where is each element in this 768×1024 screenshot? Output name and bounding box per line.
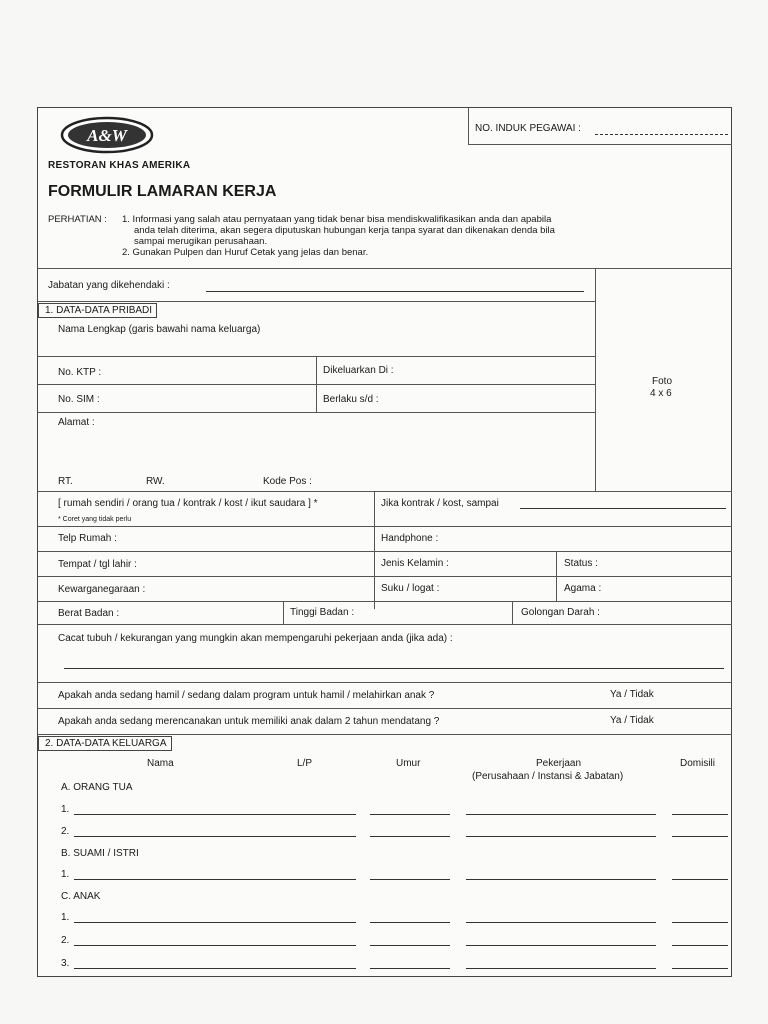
pregnancy-answer[interactable]: Ya / Tidak	[610, 689, 654, 700]
employee-no-field[interactable]	[595, 134, 728, 135]
family-name-field[interactable]	[74, 879, 278, 880]
issued-at-label: Dikeluarkan Di :	[323, 365, 394, 376]
notice-1: 1. Informasi yang salah atau pernyataan yang tidak benar bisa mendiskwalifikasikan anda dan apabila	[122, 214, 552, 225]
rent-until-label: Jika kontrak / kost, sampai	[381, 498, 499, 509]
disability-label: Cacat tubuh / kekurangan yang mungkin akan mempengaruhi pekerjaan anda (jika ada) :	[58, 633, 453, 644]
religion-label: Agama :	[564, 583, 602, 594]
family-age-field[interactable]	[370, 945, 450, 946]
family-age-field[interactable]	[370, 836, 450, 837]
family-domicile-field[interactable]	[672, 836, 728, 837]
section-family-data: 2. DATA-DATA KELUARGA	[38, 736, 172, 751]
address-label: Alamat :	[58, 417, 95, 428]
row-label: 2.	[61, 935, 70, 946]
ktp-label: No. KTP :	[58, 367, 102, 378]
col-occupation-sub: (Perusahaan / Instansi & Jabatan)	[472, 771, 624, 782]
notice-1-cont: anda telah diterima, akan segera diputuskan hubungan kerja tanpa syarat dan dikenakan denda bila	[134, 225, 555, 236]
employee-no-label: NO. INDUK PEGAWAI :	[475, 123, 581, 134]
notice-2: 2. Gunakan Pulpen dan Huruf Cetak yang jelas dan benar.	[122, 247, 369, 258]
row-label: 2.	[61, 826, 70, 837]
family-occupation-field[interactable]	[466, 945, 656, 946]
family-occupation-field[interactable]	[466, 836, 656, 837]
sim-label: No. SIM :	[58, 394, 100, 405]
family-occupation-field[interactable]	[466, 879, 656, 880]
birth-label: Tempat / tgl lahir :	[58, 559, 137, 570]
col-age: Umur	[396, 758, 421, 769]
photo-size-label: 4 x 6	[650, 388, 672, 399]
row-label: 1.	[61, 912, 70, 923]
family-name-field[interactable]	[74, 945, 278, 946]
application-form	[37, 107, 732, 977]
handphone-label: Handphone :	[381, 533, 439, 544]
family-gender-field[interactable]	[258, 879, 356, 880]
logo-text: A&W	[87, 126, 127, 145]
aw-logo	[60, 116, 154, 154]
rw-label: RW.	[146, 476, 165, 487]
col-gender: L/P	[297, 758, 313, 769]
family-age-field[interactable]	[370, 814, 450, 815]
rent-until-field[interactable]	[520, 508, 726, 509]
family-age-field[interactable]	[370, 879, 450, 880]
weight-label: Berat Badan :	[58, 608, 120, 619]
family-domicile-field[interactable]	[672, 945, 728, 946]
family-gender-field[interactable]	[258, 814, 356, 815]
valid-until-label: Berlaku s/d :	[323, 394, 379, 405]
nationality-label: Kewarganegaraan :	[58, 584, 146, 595]
family-domicile-field[interactable]	[672, 922, 728, 923]
family-gender-field[interactable]	[258, 922, 356, 923]
rt-label: RT.	[58, 476, 73, 487]
col-occupation: Pekerjaan	[536, 758, 582, 769]
family-name-field[interactable]	[74, 968, 278, 969]
family-occupation-field[interactable]	[466, 814, 656, 815]
row-label: 3.	[61, 958, 70, 969]
family-gender-field[interactable]	[258, 968, 356, 969]
group-children: C. ANAK	[61, 891, 101, 902]
family-name-field[interactable]	[74, 836, 278, 837]
family-age-field[interactable]	[370, 922, 450, 923]
family-name-field[interactable]	[74, 814, 278, 815]
notice-1-end: sampai merugikan perusahaan.	[134, 236, 268, 247]
family-gender-field[interactable]	[258, 836, 356, 837]
row-label: 1.	[61, 869, 70, 880]
blood-type-label: Golongan Darah :	[521, 607, 600, 618]
family-name-field[interactable]	[74, 922, 278, 923]
residence-type-label: [ rumah sendiri / orang tua / kontrak / kost / ikut saudara ] *	[58, 498, 318, 509]
gender-label: Jenis Kelamin :	[381, 558, 449, 569]
home-phone-label: Telp Rumah :	[58, 533, 117, 544]
postal-code-label: Kode Pos :	[263, 476, 312, 487]
col-domicile: Domisili	[680, 758, 715, 769]
child-plan-answer[interactable]: Ya / Tidak	[610, 715, 654, 726]
marital-status-label: Status :	[564, 558, 598, 569]
photo-label: Foto	[652, 376, 673, 387]
position-label: Jabatan yang dikehendaki :	[48, 280, 170, 291]
row-label: 1.	[61, 804, 70, 815]
family-gender-field[interactable]	[258, 945, 356, 946]
ethnicity-label: Suku / logat :	[381, 583, 440, 594]
residence-note: * Coret yang tidak perlu	[58, 516, 132, 523]
brand-name: RESTORAN KHAS AMERIKA	[48, 160, 191, 171]
height-label: Tinggi Badan :	[290, 607, 355, 618]
group-spouse: B. SUAMI / ISTRI	[61, 848, 139, 859]
form-title: FORMULIR LAMARAN KERJA	[48, 183, 277, 200]
pregnancy-question: Apakah anda sedang hamil / sedang dalam program untuk hamil / melahirkan anak ?	[58, 690, 435, 701]
col-name: Nama	[147, 758, 174, 769]
full-name-label: Nama Lengkap (garis bawahi nama keluarga)	[58, 324, 261, 335]
child-plan-question: Apakah anda sedang merencanakan untuk memiliki anak dalam 2 tahun mendatang ?	[58, 716, 440, 727]
family-age-field[interactable]	[370, 968, 450, 969]
notice-label: PERHATIAN :	[48, 214, 107, 225]
section-personal-data: 1. DATA-DATA PRIBADI	[38, 303, 157, 318]
family-domicile-field[interactable]	[672, 879, 728, 880]
family-occupation-field[interactable]	[466, 922, 656, 923]
disability-field[interactable]	[64, 668, 724, 669]
position-field[interactable]	[206, 291, 584, 292]
family-occupation-field[interactable]	[466, 968, 656, 969]
family-domicile-field[interactable]	[672, 814, 728, 815]
group-parents: A. ORANG TUA	[61, 782, 133, 793]
family-domicile-field[interactable]	[672, 968, 728, 969]
